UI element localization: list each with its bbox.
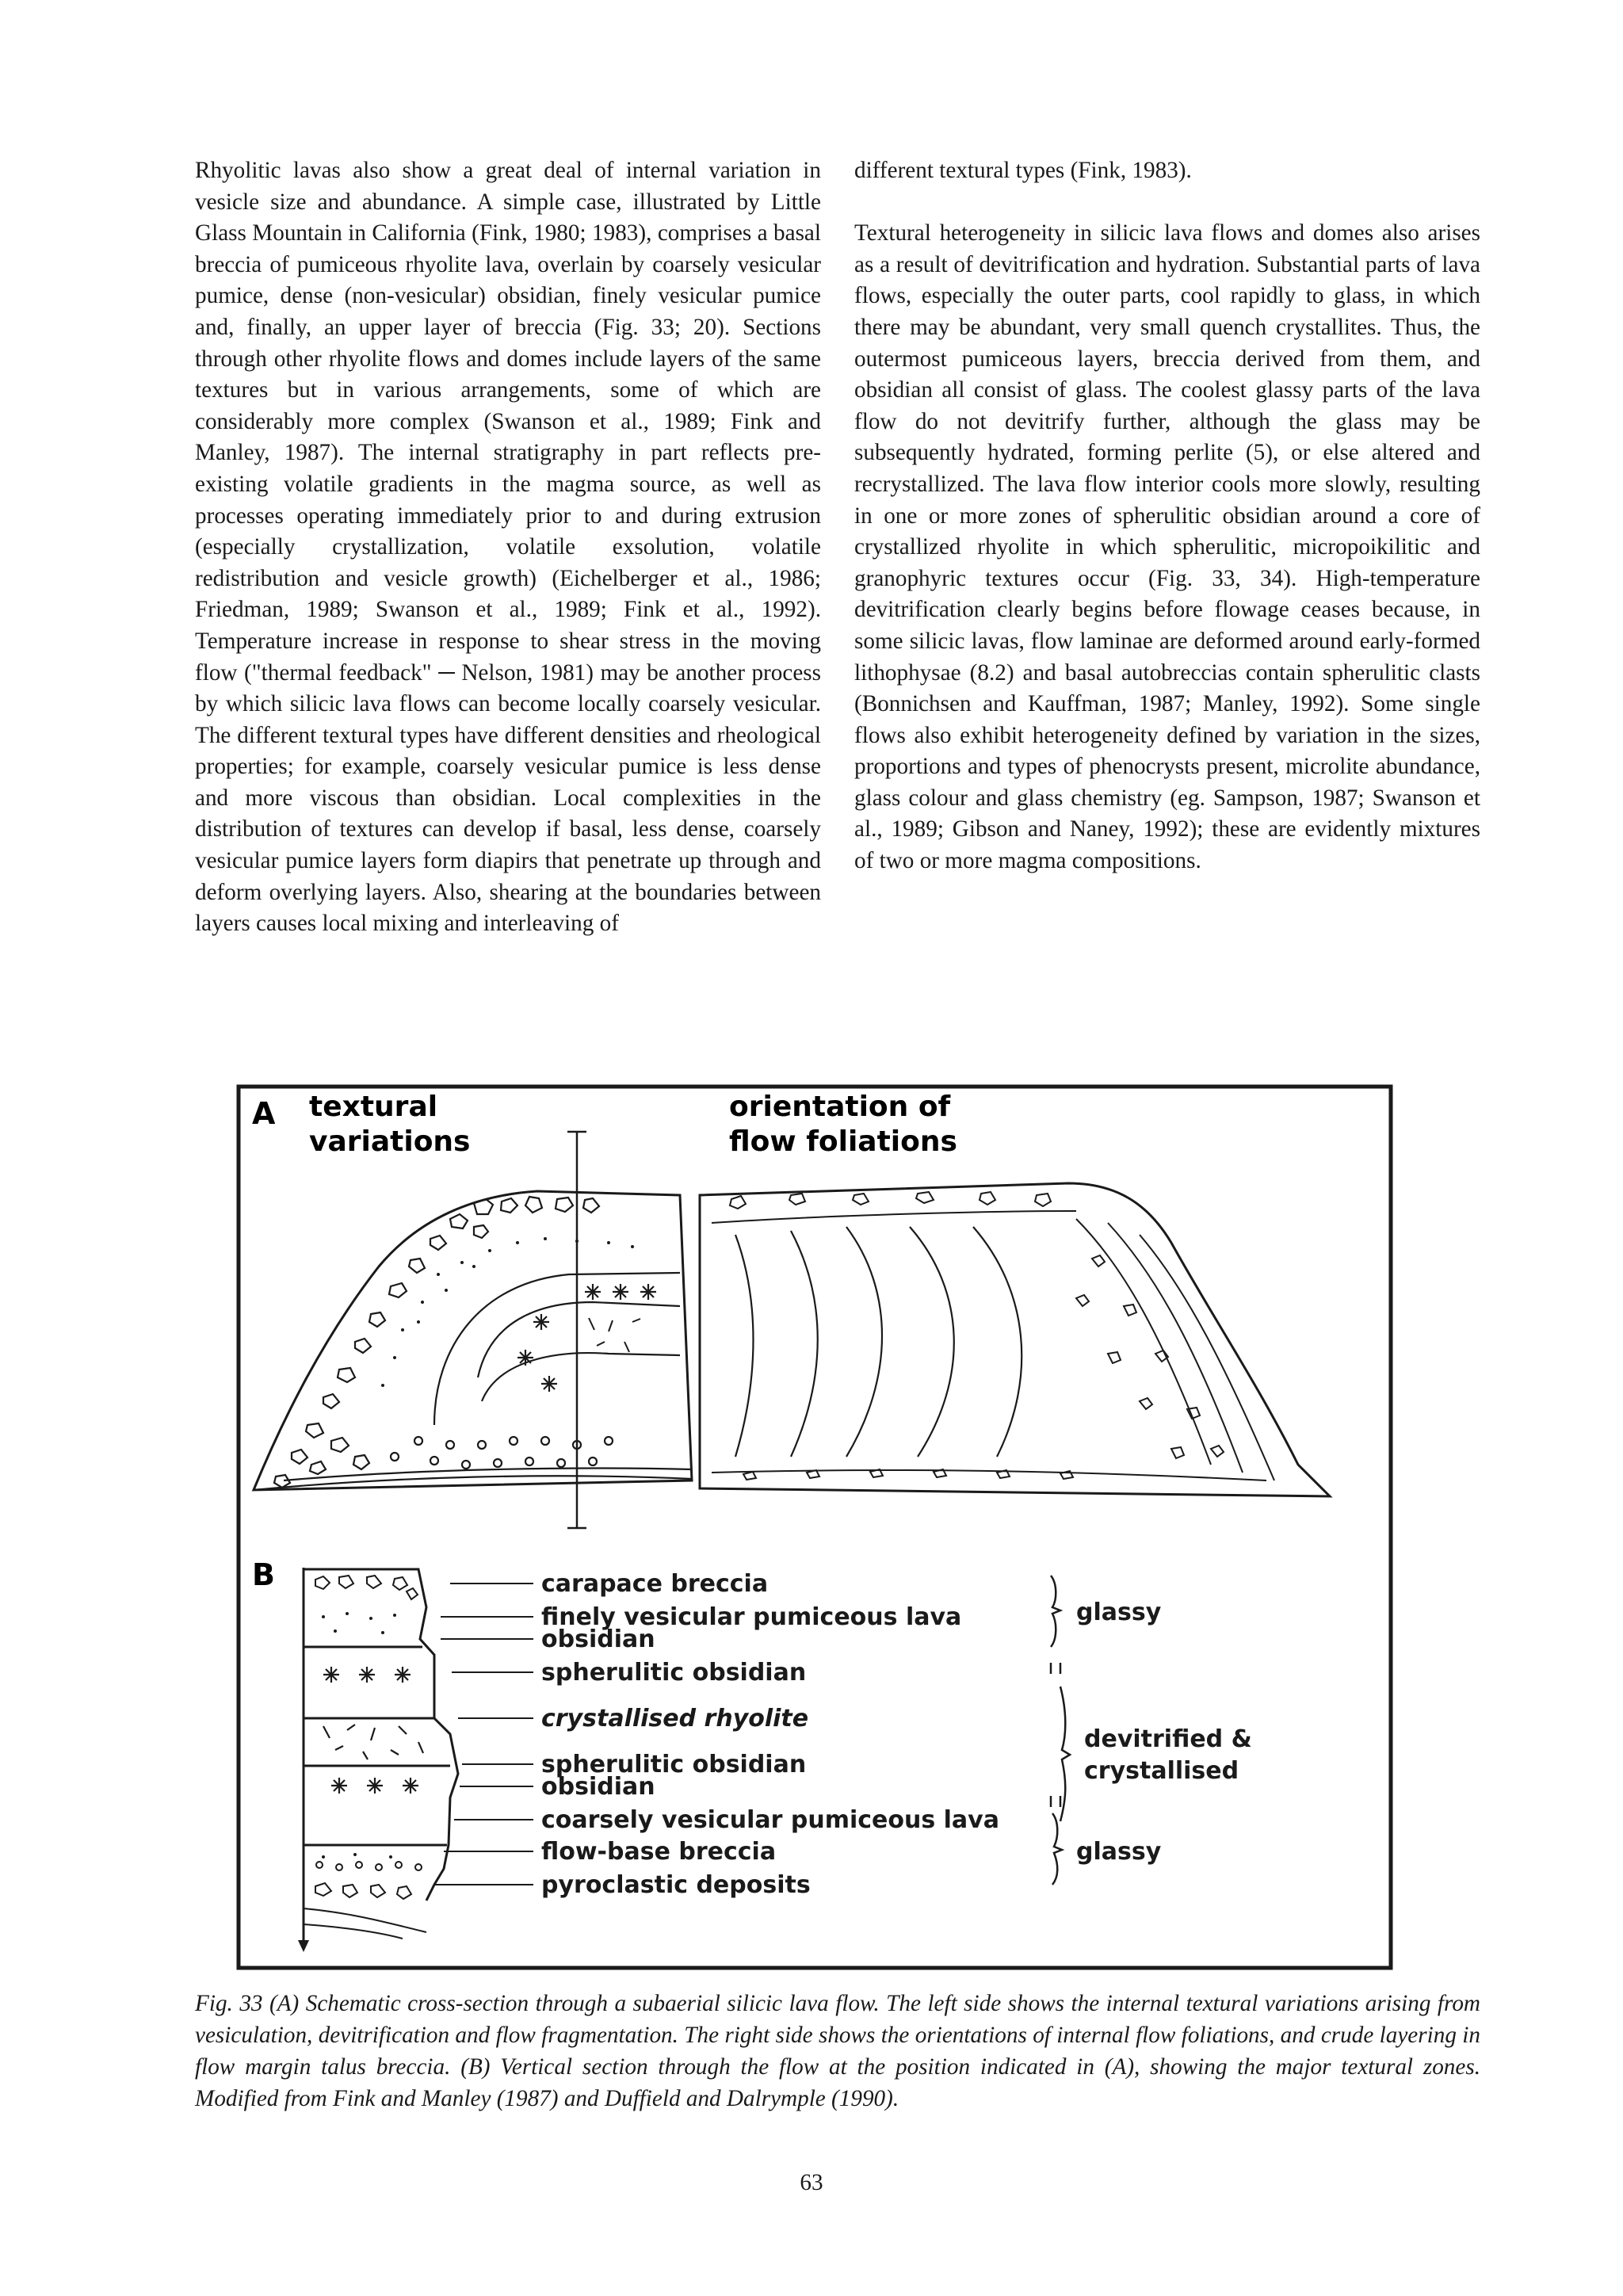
vertical-section-column — [304, 1568, 458, 1948]
figure-33 — [236, 1084, 1393, 1970]
group-label-crystallised: crystallised — [1084, 1757, 1239, 1785]
body-paragraph: Textural heterogeneity in silicic lava flows and domes also arises as a result of devitrification and hydration. Substantial parts of lava flows, especially the outer parts, cool rapidly to glass, in which there may be abundant, very small quench crystallites. Thus, the outermost pumiceous layers, breccia derived from them, and obsidian all consist of glass. The coolest glassy parts of the lava flow do not devitrify further, although the glass may be subsequently hydrated, forming perlite (5), or else altered and recrystallized. The lava flow interior cools more slowly, resulting in one or more zones of spherulitic obsidian around a core of crystallized rhyolite in which spherulitic, micropoikilitic and granophyric textures occur (Fig. 33, 34). High-temperature devitrification clearly begins before flowage ceases because, in some silicic lavas, flow laminae are deformed around early-formed lithophysae (8.2) and basal autobreccias contain spherulitic clasts (Bonnichsen and Kauffman, 1987; Manley, 1992). Some single flows also exhibit heterogeneity defined by variation in the sizes, proportions and types of phenocrysts present, microlite abundance, glass colour and glass chemistry (eg. Sampson, 1987; Swanson et al., 1989; Gibson and Naney, 1992); these are evidently mixtures of two or more magma compositions. — [854, 220, 1480, 874]
panel-b-letter: B — [252, 1557, 275, 1592]
layer-label: crystallised rhyolite — [541, 1705, 809, 1733]
layer-label: pyroclastic deposits — [541, 1871, 811, 1899]
layer-label: obsidian — [541, 1626, 655, 1653]
column-spherulites — [323, 1667, 423, 1794]
column-arrow-icon — [298, 1940, 309, 1952]
group-braces — [1051, 1576, 1070, 1885]
layer-label: carapace breccia — [541, 1570, 769, 1598]
layer-label: spherulitic obsidian — [541, 1751, 807, 1778]
body-paragraph: Rhyolitic lavas also show a great deal of internal variation in vesicle size and abundance. A simple case, illustrated by Little Glass Mountain in California (Fink, 1980; 1983), comprises a basal breccia of pumiceous rhyolite lava, overlain by coarsely vesicular pumice, dense (non-vesicular) obsidian, finely vesicular pumice and, finally, an upper layer of breccia (Fig. 33; 20). Sections through other rhyolite flows and domes include layers of the same textures but in various arrangements, some of which are considerably more complex (Swanson et al., 1989; Fink and Manley, 1987). The internal stratigraphy in part reflects pre-existing volatile gradients in the magma source, as well as processes operating immediately prior to and during extrusion (especially crystallization, volatile exsolution, volatile redistribution and vesicle growth) (Eichelberger et al., 1986; Friedman, 1989; Swanson et al., 1989; Fink et al., 1992). Temperature increase in response to shear stress in the moving flow ("thermal feedback" ─ Nelson, 1981) may be another process by which silicic lava flows can become locally coarsely vesicular. The different textural types have different densities and rheological properties; for example, coarsely vesicular pumice is less dense and more viscous than obsidian. Local complexities in the distribution of textures can develop if basal, less dense, coarsely vesicular pumice layers form diapirs that penetrate up through and deform overlying layers. Also, shearing at the boundaries between layers causes local mixing and interleaving of — [195, 158, 821, 937]
body-paragraph: different textural types (Fink, 1983). — [854, 158, 1192, 183]
panel-a — [252, 1091, 1330, 1528]
panel-b — [252, 1557, 1252, 1952]
flow-foliation-section — [700, 1183, 1330, 1496]
left-text-column — [195, 155, 821, 940]
group-label-glassy: glassy — [1076, 1599, 1162, 1626]
layer-label: finely vesicular pumiceous lava — [541, 1603, 962, 1631]
panel-a-left-title-1: textural — [309, 1091, 438, 1123]
layer-label: coarsely vesicular pumiceous lava — [541, 1806, 999, 1834]
column-fine-dots — [322, 1612, 396, 1859]
figure-caption: Fig. 33 (A) Schematic cross-section through a subaerial silicic lava flow. The left side shows the internal textural variations arising from vesiculation, devitrification and flow fragmentation. The right side shows the orientations of internal flow foliations, and crude layering in flow margin talus breccia. (B) Vertical section through the flow at the position indicated in (A), showing the major textural zones. Modified from Fink and Manley (1987) and Duffield and Dalrymple (1990). — [195, 1991, 1480, 2111]
panel-a-right-title-2: flow foliations — [729, 1125, 957, 1158]
group-label-devitrified: devitrified & — [1084, 1725, 1252, 1753]
layer-label: obsidian — [541, 1773, 655, 1801]
layer-label: flow-base breccia — [541, 1838, 777, 1866]
layer-label: spherulitic obsidian — [541, 1659, 807, 1687]
column-textures — [315, 1576, 422, 1899]
right-text-column — [854, 155, 1480, 877]
page-number: 63 — [800, 2170, 823, 2195]
panel-a-letter: A — [252, 1096, 276, 1131]
group-label-glassy: glassy — [1076, 1838, 1162, 1866]
panel-a-left-title-2: variations — [309, 1125, 471, 1158]
panel-a-right-title-1: orientation of — [729, 1091, 951, 1123]
textural-variations-section — [254, 1132, 692, 1528]
